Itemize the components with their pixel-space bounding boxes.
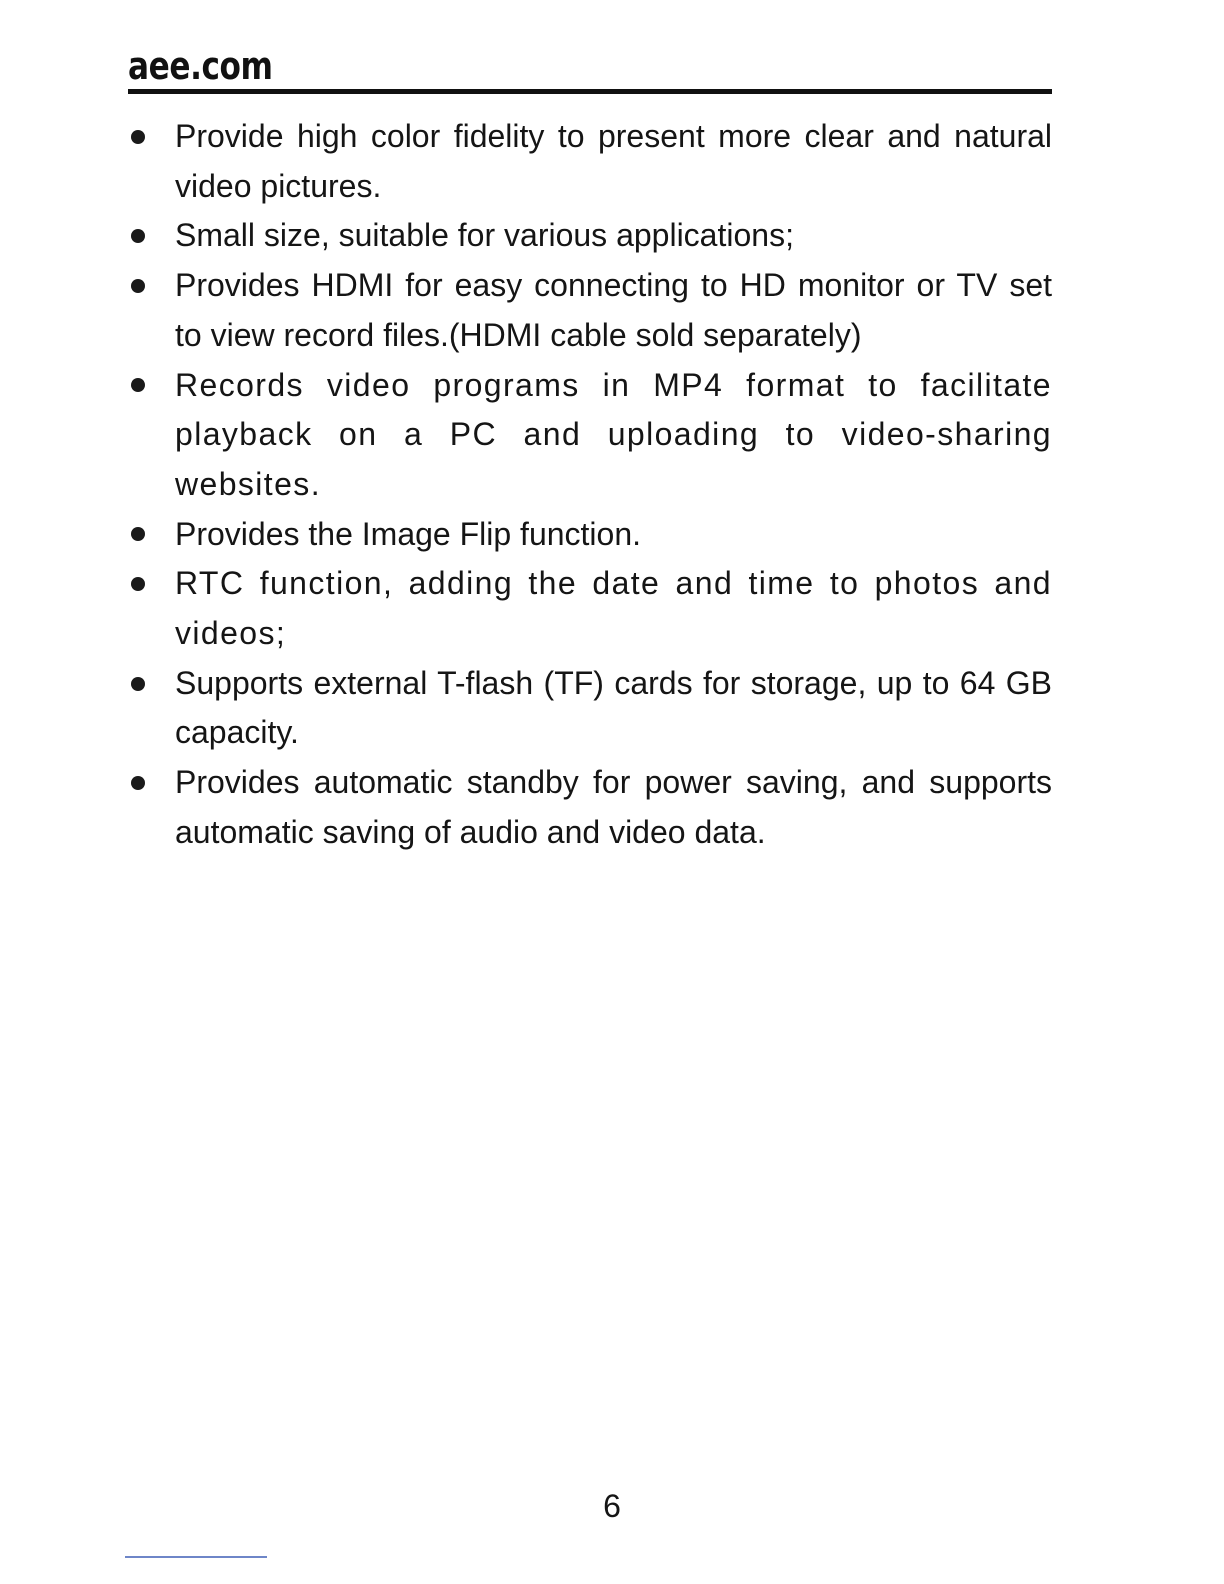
bullet-icon bbox=[128, 559, 148, 609]
brand-logo-text: aee.com bbox=[128, 44, 273, 88]
feature-list bbox=[128, 112, 1052, 858]
feature-text: Provide high color fidelity to present more clear and natural video pictures. bbox=[175, 118, 1052, 204]
page-number: 6 bbox=[603, 1488, 621, 1524]
page-header bbox=[128, 44, 1052, 94]
feature-text: Small size, suitable for various applications; bbox=[175, 217, 794, 254]
feature-text: Provides HDMI for easy connecting to HD monitor or TV set to view record files.(HDMI cable sold separately) bbox=[175, 267, 1052, 353]
bullet-icon bbox=[128, 659, 148, 709]
bullet-icon bbox=[128, 361, 148, 411]
feature-text: RTC function, adding the date and time to photos and videos; bbox=[175, 565, 1052, 652]
feature-item-hdmi bbox=[128, 261, 1052, 360]
footer-line bbox=[125, 1556, 267, 1558]
feature-item-small-size bbox=[128, 211, 1052, 261]
feature-item-mp4 bbox=[128, 361, 1052, 510]
bullet-icon bbox=[128, 211, 148, 261]
feature-item-color-fidelity bbox=[128, 112, 1052, 211]
feature-item-tf-card bbox=[128, 659, 1052, 758]
bullet-icon bbox=[128, 261, 148, 311]
bullet-icon bbox=[128, 758, 148, 808]
feature-text: Records video programs in MP4 format to facilitate playback on a PC and uploading to video-sharing websites. bbox=[175, 366, 1052, 502]
feature-text: Provides automatic standby for power saving, and supports automatic saving of audio and video data. bbox=[175, 764, 1052, 850]
bullet-icon bbox=[128, 112, 148, 162]
feature-text: Supports external T-flash (TF) cards for storage, up to 64 GB capacity. bbox=[175, 664, 1052, 751]
header-rule bbox=[128, 89, 1052, 94]
feature-item-rtc bbox=[128, 559, 1052, 658]
feature-item-image-flip bbox=[128, 510, 1052, 560]
feature-text: Provides the Image Flip function. bbox=[175, 515, 642, 552]
bullet-icon bbox=[128, 510, 148, 560]
feature-item-standby bbox=[128, 758, 1052, 857]
